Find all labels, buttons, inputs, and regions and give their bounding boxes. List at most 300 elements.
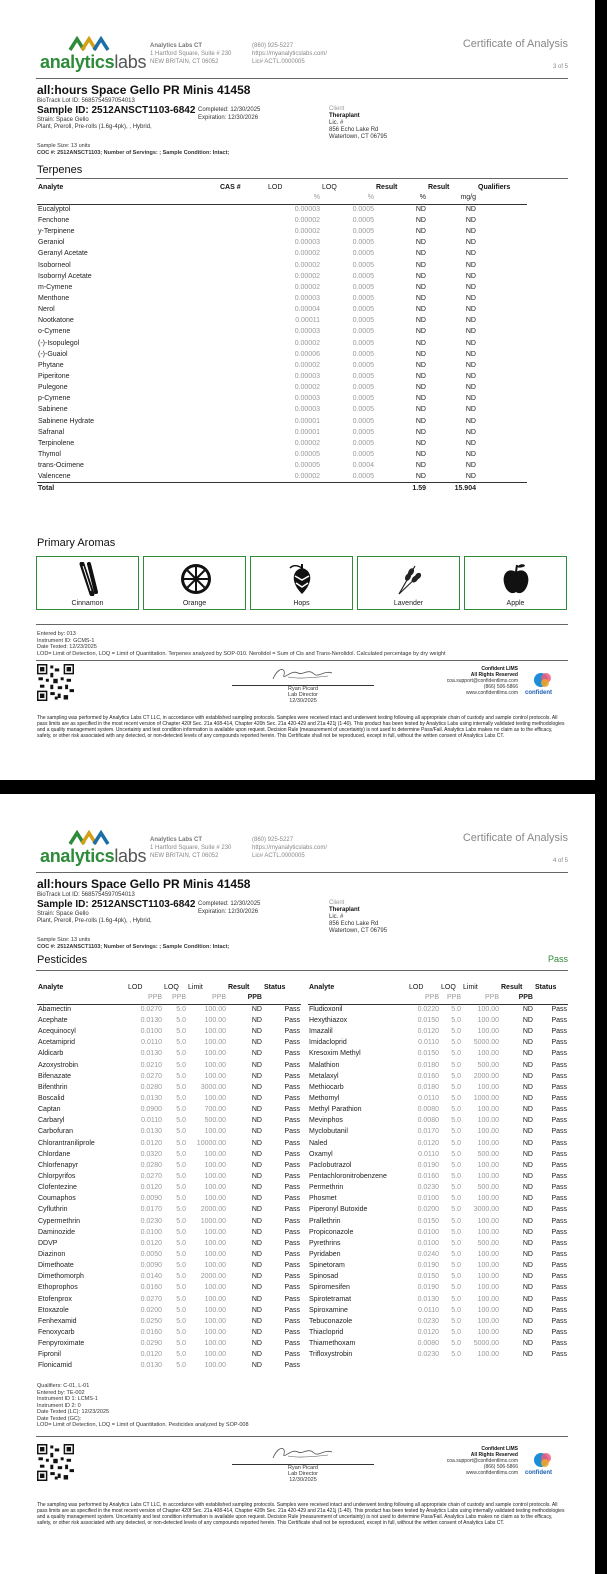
page-header: [0, 794, 595, 864]
limit-cell: 500.00: [477, 1061, 499, 1069]
analyte-cell: Nerol: [38, 306, 55, 314]
table-row: [37, 1339, 301, 1350]
qualifier-cell: [477, 249, 527, 260]
loq-cell: 5.0: [176, 1306, 186, 1314]
unit-cell: PPB: [211, 994, 226, 1002]
analyte-cell: Spiroxamine: [309, 1306, 348, 1314]
analyte-cell: Kresoxim Methyl: [309, 1050, 361, 1058]
cas-cell: [219, 349, 267, 360]
lod-cell: 0.0160: [140, 1284, 162, 1292]
table-row: [37, 227, 527, 238]
lod-cell: 0.0900: [140, 1106, 162, 1114]
lod-cell: 0.0230: [417, 1184, 439, 1192]
qualifier-cell: [477, 271, 527, 282]
confident-logo-icon: [533, 1450, 553, 1470]
lod-cell: 0.0130: [140, 1362, 162, 1370]
limit-cell: 100.00: [477, 1306, 499, 1314]
result-mg-cell: ND: [465, 216, 476, 224]
table-row: [308, 1316, 568, 1327]
lod-cell: 0.0120: [417, 1139, 439, 1147]
table-row: [37, 1316, 301, 1327]
limit-cell: 100.00: [204, 1351, 226, 1359]
table-row: [37, 1305, 301, 1316]
analyte-cell: Acetamiprid: [38, 1039, 75, 1047]
loq-cell: 0.0005: [352, 450, 374, 458]
limit-cell: 5000.00: [473, 1340, 499, 1348]
col-analyte: Analyte: [38, 983, 64, 991]
lab-contact: (860) 925-5227 https://myanalyticslabs.com/ Lic# ACTL.0000005: [252, 837, 328, 859]
result-pct-cell: ND: [415, 417, 426, 425]
analyte-cell: DDVP: [38, 1239, 58, 1247]
header-divider: [36, 872, 568, 873]
lod-cell: 0.0080: [417, 1106, 439, 1114]
analyte-cell: Fenoxycarb: [38, 1328, 75, 1336]
lod-cell: 0.0270: [140, 1072, 162, 1080]
analyte-cell: o-Cymene: [38, 328, 71, 336]
result-cell: ND: [251, 1072, 262, 1080]
result-pct-cell: ND: [415, 317, 426, 325]
result-mg-cell: ND: [465, 361, 476, 369]
limit-cell: 100.00: [477, 1028, 499, 1036]
lod-cell: 0.0110: [418, 1094, 439, 1102]
terpenes-divider: [36, 178, 568, 179]
qr-code-icon[interactable]: [37, 664, 74, 701]
table-row: [37, 1350, 301, 1361]
lod-cell: 0.0130: [140, 1128, 162, 1136]
table-row: [37, 1194, 301, 1205]
status-cell: Pass: [284, 1150, 300, 1158]
pest-units-row: [308, 993, 568, 1004]
aromas-panel: [36, 556, 568, 610]
table-row: [308, 1038, 568, 1049]
limit-cell: 100.00: [477, 1351, 499, 1359]
qualifier-cell: [477, 416, 527, 427]
result-pct-cell: ND: [415, 272, 426, 280]
status-cell: Pass: [284, 1273, 300, 1281]
pesticides-test-info: Qualifiers: C-01, L-01 Entered by: TE-002 Instrument ID 1: LCMS-1 Instrument ID 2: 0 Date Tested (LC): 12/23/2025 Date Tested (GC): LOD= Limit of Detection, LOQ = Limit of Quantitation. Pesticides analyzed by SOP-008: [37, 1383, 249, 1428]
qr-code-icon[interactable]: [37, 1444, 74, 1481]
lod-cell: 0.0180: [417, 1083, 439, 1091]
table-row: [308, 1350, 568, 1361]
aroma-card-apple: [464, 556, 567, 610]
analyte-cell: Etoxazole: [38, 1306, 69, 1314]
lod-cell: 0.0270: [140, 1295, 162, 1303]
status-cell: Pass: [551, 1228, 567, 1236]
col-result-mg: Result: [428, 183, 450, 191]
table-row: [308, 1272, 568, 1283]
analyte-cell: Myclobutanil: [309, 1128, 348, 1136]
table-row: [308, 1238, 568, 1249]
limit-cell: 500.00: [204, 1117, 226, 1125]
limit-cell: 100.00: [477, 1262, 499, 1270]
lod-cell: 0.00011: [295, 317, 320, 325]
status-cell: Pass: [551, 1050, 567, 1058]
result-mg-cell: ND: [465, 395, 476, 403]
result-cell: ND: [522, 1340, 533, 1348]
table-row: [37, 1093, 301, 1104]
status-cell: Pass: [551, 1072, 567, 1080]
analyte-cell: Hexythiazox: [309, 1016, 348, 1024]
col-result: Result: [501, 983, 523, 991]
analyte-cell: (-)-Isopulegol: [38, 339, 80, 347]
limit-cell: 100.00: [477, 1195, 499, 1203]
result-cell: ND: [251, 1306, 262, 1314]
loq-cell: 0.0005: [352, 206, 374, 214]
status-cell: Pass: [284, 1362, 300, 1370]
loq-cell: 5.0: [176, 1295, 186, 1303]
loq-cell: 0.0005: [352, 439, 374, 447]
terpenes-body: [37, 204, 527, 483]
cas-cell: [219, 461, 267, 472]
result-mg-cell: ND: [465, 417, 476, 425]
result-mg-cell: ND: [465, 239, 476, 247]
limit-cell: 500.00: [477, 1239, 499, 1247]
result-pct-cell: ND: [415, 439, 426, 447]
loq-cell: 0.0005: [352, 339, 374, 347]
result-pct-cell: ND: [415, 216, 426, 224]
table-row: [37, 215, 527, 226]
col-limit: Limit: [463, 983, 478, 991]
loq-cell: 5.0: [176, 1273, 186, 1281]
status-cell: Pass: [284, 1039, 300, 1047]
lims-info: Confident LIMS All Rights Reserved coa.support@confidentlims.com (866) 506-5866 www.confidentlims.com: [446, 666, 518, 696]
loq-cell: 5.0: [176, 1161, 186, 1169]
loq-cell: 0.0005: [352, 328, 374, 336]
analyte-cell: Methyl Parathion: [309, 1106, 362, 1114]
result-pct-cell: ND: [415, 406, 426, 414]
cas-cell: [219, 215, 267, 226]
cas-cell: [219, 227, 267, 238]
loq-cell: 5.0: [176, 1150, 186, 1158]
table-row: [308, 1305, 568, 1316]
result-cell: ND: [251, 1273, 262, 1281]
analyte-cell: Safranal: [38, 428, 65, 436]
status-cell: Pass: [284, 1351, 300, 1359]
result-cell: ND: [251, 1228, 262, 1236]
table-row: [308, 1105, 568, 1116]
lod-cell: 0.0120: [140, 1239, 162, 1247]
lod-cell: 0.0110: [418, 1306, 439, 1314]
status-cell: Pass: [551, 1117, 567, 1125]
table-row: [37, 416, 527, 427]
page-number: 4 of 5: [552, 858, 568, 864]
analyte-cell: Dimethoate: [38, 1262, 74, 1270]
unit-cell: [219, 193, 267, 204]
status-cell: Pass: [551, 1139, 567, 1147]
result-cell: ND: [522, 1150, 533, 1158]
limit-cell: 100.00: [477, 1228, 499, 1236]
result-pct-cell: ND: [415, 283, 426, 291]
status-cell: Pass: [284, 1117, 300, 1125]
status-cell: Pass: [284, 1328, 300, 1336]
result-cell: ND: [251, 1150, 262, 1158]
col-lod: LOD: [128, 983, 143, 991]
result-cell: ND: [251, 1351, 262, 1359]
result-cell: ND: [522, 1328, 533, 1336]
status-cell: Pass: [284, 1106, 300, 1114]
lod-cell: 0.00005: [294, 462, 320, 470]
cas-cell: [219, 416, 267, 427]
analyte-cell: Methomyl: [309, 1094, 340, 1102]
qualifier-cell: [477, 204, 527, 215]
table-row: [308, 1249, 568, 1260]
status-cell: Pass: [284, 1195, 300, 1203]
lod-cell: 0.0130: [140, 1094, 162, 1102]
unit-cell: PPB: [424, 994, 439, 1002]
sample-id: Sample ID: 2512ANSCT1103-6842: [37, 899, 196, 910]
loq-cell: 5.0: [451, 1328, 461, 1336]
qualifier-cell: [477, 349, 527, 360]
pesticides-title: Pesticides: [37, 954, 88, 966]
analyte-cell: Menthone: [38, 294, 70, 302]
lod-cell: 0.00004: [294, 306, 320, 314]
header-divider: [36, 78, 568, 79]
status-cell: Pass: [284, 1083, 300, 1091]
loq-cell: 0.0005: [352, 317, 374, 325]
result-mg-cell: ND: [465, 372, 476, 380]
result-cell: ND: [251, 1362, 262, 1370]
table-row: [308, 1093, 568, 1104]
qualifier-cell: [477, 371, 527, 382]
product-title: all:hours Space Gello PR Minis 41458: [37, 877, 251, 891]
analyte-cell: (-)-Guaiol: [38, 350, 68, 358]
result-pct-cell: ND: [415, 395, 426, 403]
lod-cell: 0.0160: [417, 1172, 439, 1180]
loq-cell: 5.0: [451, 1250, 461, 1258]
unit-cell: [263, 993, 301, 1004]
table-row: [37, 1004, 301, 1015]
loq-cell: 5.0: [451, 1139, 461, 1147]
biotrack-id: BioTrack Lot ID: 5685754597054013: [37, 892, 135, 898]
analyte-cell: Daminozide: [38, 1228, 75, 1236]
lod-cell: 0.00002: [294, 261, 320, 269]
qualifier-cell: [477, 405, 527, 416]
result-mg-cell: ND: [465, 406, 476, 414]
cas-cell: [219, 371, 267, 382]
result-cell: ND: [522, 1050, 533, 1058]
loq-cell: 5.0: [176, 1328, 186, 1336]
loq-cell: 5.0: [176, 1195, 186, 1203]
col-analyte: Analyte: [309, 983, 335, 991]
loq-cell: 0.0005: [352, 428, 374, 436]
table-row: [308, 1082, 568, 1093]
analyte-cell: Fludioxonil: [309, 1006, 343, 1014]
lod-cell: 0.0120: [140, 1139, 162, 1147]
analyte-cell: Chlordane: [38, 1150, 71, 1158]
cas-cell: [219, 249, 267, 260]
loq-cell: 5.0: [176, 1250, 186, 1258]
qualifier-cell: [477, 238, 527, 249]
loq-cell: 5.0: [451, 1317, 461, 1325]
result-cell: ND: [251, 1028, 262, 1036]
loq-cell: 5.0: [451, 1106, 461, 1114]
result-mg-cell: ND: [465, 328, 476, 336]
analyte-cell: Chlorfenapyr: [38, 1161, 79, 1169]
result-cell: ND: [522, 1016, 533, 1024]
lod-cell: 0.0190: [417, 1262, 439, 1270]
unit-cell: %: [313, 194, 320, 202]
result-pct-cell: ND: [415, 384, 426, 392]
pesticides-table-right: [308, 982, 568, 1361]
analyte-cell: Tebuconazole: [309, 1317, 353, 1325]
analyte-cell: Carbofuran: [38, 1128, 74, 1136]
coa-page-3: [0, 0, 595, 780]
result-pct-cell: ND: [415, 361, 426, 369]
analyte-cell: Nootkatone: [38, 317, 74, 325]
table-row: [37, 271, 527, 282]
table-row: [37, 1227, 301, 1238]
analyte-cell: Clofentezine: [38, 1184, 77, 1192]
status-cell: Pass: [551, 1328, 567, 1336]
status-cell: Pass: [284, 1016, 300, 1024]
lod-cell: 0.0170: [140, 1206, 162, 1214]
loq-cell: 0.0005: [352, 384, 374, 392]
page-number: 3 of 5: [552, 64, 568, 70]
analyte-cell: Fenpyroximate: [38, 1340, 85, 1348]
table-row: [37, 1238, 301, 1249]
result-cell: ND: [522, 1295, 533, 1303]
table-row: [37, 204, 527, 215]
status-cell: Pass: [551, 1150, 567, 1158]
analyte-cell: Chlorantraniliprole: [38, 1139, 95, 1147]
table-row: [308, 1283, 568, 1294]
col-qualifiers: Qualifiers: [478, 183, 511, 191]
table-row: [308, 1138, 568, 1149]
result-cell: ND: [522, 1117, 533, 1125]
analyte-cell: Thymol: [38, 450, 61, 458]
cas-cell: [219, 305, 267, 316]
result-cell: ND: [522, 1172, 533, 1180]
lod-cell: 0.0180: [417, 1061, 439, 1069]
result-cell: ND: [251, 1328, 262, 1336]
result-cell: ND: [251, 1039, 262, 1047]
signed-date: 12/30/2025: [289, 1477, 317, 1483]
analyte-cell: Methiocarb: [309, 1083, 344, 1091]
strain-info: Strain: Space Gello Plant, Preroll, Pre-rolls (1.6g-4pk), , Hybrid,: [37, 911, 152, 924]
table-row: [37, 383, 527, 394]
disclaimer-text: The sampling was performed by Analytics Labs CT LLC, in accordance with established sampling protocols. Samples were received intact and underwent testing following all appropriate chain of custody and sample control protocols. All pass limits are as specified in the most recent version of Chapter 420f Sec. 21a 408-414, Chapter 420h Sec. 21a 420-429 and 21a 421j (1-40). This product has been tested by Analytics Labs using internally validated testing methodologies and a quality management system. Uncertainty and test condition information is available upon request. Decision Rule (measurement of uncertainty) is not used to determine Pass/Fail. Analytics Labs makes no claim as to the efficacy, safety, or other risk associated with any detected, or non-detected levels of any compounds reported herein. This Certificate shall not be reproduced, except in full, without the written consent of Analytics Labs CT.: [37, 1502, 565, 1526]
cas-cell: [219, 472, 267, 483]
footer-divider: [36, 1436, 568, 1437]
cas-cell: [219, 360, 267, 371]
limit-cell: 100.00: [204, 1239, 226, 1247]
status-cell: Pass: [551, 1106, 567, 1114]
table-row: [308, 1294, 568, 1305]
status-cell: Pass: [284, 1217, 300, 1225]
result-cell: ND: [522, 1250, 533, 1258]
loq-cell: 5.0: [451, 1195, 461, 1203]
signature-icon: [268, 665, 338, 683]
result-cell: ND: [522, 1083, 533, 1091]
result-cell: ND: [251, 1206, 262, 1214]
lims-info: Confident LIMS All Rights Reserved coa.support@confidentlims.com (866) 506-5866 www.confidentlims.com: [446, 1446, 518, 1476]
result-cell: ND: [251, 1139, 262, 1147]
status-cell: Pass: [284, 1228, 300, 1236]
result-cell: ND: [522, 1028, 533, 1036]
lod-cell: 0.00002: [294, 384, 320, 392]
result-cell: ND: [251, 1195, 262, 1203]
analyte-cell: Azoxystrobin: [38, 1061, 79, 1069]
lod-cell: 0.0120: [417, 1328, 439, 1336]
table-row: [308, 1004, 568, 1015]
analyte-cell: Cypermethrin: [38, 1217, 81, 1225]
sample-size: Sample Size: 13 units COC #: 2512ANSCT1103; Number of Servings: ; Sample Condition: Intact;: [37, 937, 230, 950]
status-cell: Pass: [551, 1061, 567, 1069]
result-mg-cell: ND: [465, 428, 476, 436]
result-mg-cell: ND: [465, 206, 476, 214]
table-row: [37, 461, 527, 472]
table-row: [37, 1138, 301, 1149]
pesticides-status-badge: Pass: [547, 954, 568, 964]
loq-cell: 5.0: [176, 1039, 186, 1047]
result-pct-cell: ND: [415, 294, 426, 302]
confident-logo-icon: [533, 670, 553, 690]
result-mg-cell: ND: [465, 462, 476, 470]
loq-cell: 0.0005: [352, 306, 374, 314]
lod-cell: 0.0220: [417, 1006, 439, 1014]
analyte-cell: Bifenazate: [38, 1072, 72, 1080]
loq-cell: 5.0: [451, 1206, 461, 1214]
table-row: [37, 293, 527, 304]
analyte-cell: p-Cymene: [38, 395, 71, 403]
qualifier-cell: [477, 316, 527, 327]
table-row: [308, 1015, 568, 1026]
table-row: [37, 1027, 301, 1038]
client-info: Client Theraplant Lic. # 856 Echo Lake Rd Watertown, CT 06795: [329, 900, 388, 934]
limit-cell: 100.00: [204, 1050, 226, 1058]
unit-cell: [308, 993, 408, 1004]
limit-cell: 100.00: [204, 1284, 226, 1292]
lod-cell: 0.0240: [417, 1250, 439, 1258]
result-pct-cell: ND: [415, 261, 426, 269]
analyte-cell: Prallethrin: [309, 1217, 341, 1225]
unit-cell: PPB: [484, 994, 499, 1002]
lod-cell: 0.00006: [294, 350, 320, 358]
status-cell: Pass: [551, 1016, 567, 1024]
doc-title: Certificate of Analysis: [462, 38, 568, 50]
product-title: all:hours Space Gello PR Minis 41458: [37, 83, 251, 97]
cas-cell: [219, 282, 267, 293]
loq-cell: 0.0004: [352, 462, 374, 470]
table-row: [308, 1339, 568, 1350]
lavender-icon: [393, 562, 425, 596]
col-result: Result: [228, 983, 250, 991]
analyte-cell: Etofenprox: [38, 1295, 72, 1303]
result-cell: ND: [251, 1050, 262, 1058]
loq-cell: 5.0: [451, 1295, 461, 1303]
analyte-cell: Dimethomorph: [38, 1273, 84, 1281]
analyte-cell: Geraniol: [38, 239, 65, 247]
limit-cell: 100.00: [477, 1217, 499, 1225]
status-cell: Pass: [284, 1050, 300, 1058]
lod-cell: 0.00002: [294, 228, 320, 236]
pest-header-row: [308, 982, 568, 993]
analyte-cell: Spinetoram: [309, 1262, 345, 1270]
table-row: [308, 1160, 568, 1171]
loq-cell: 5.0: [176, 1239, 186, 1247]
status-cell: Pass: [284, 1340, 300, 1348]
result-mg-cell: ND: [465, 272, 476, 280]
result-cell: ND: [522, 1217, 533, 1225]
table-row: [37, 1205, 301, 1216]
loq-cell: 5.0: [176, 1284, 186, 1292]
loq-cell: 5.0: [451, 1050, 461, 1058]
analyte-cell: Piperitone: [38, 372, 70, 380]
limit-cell: 100.00: [477, 1161, 499, 1169]
strain-info: Strain: Space Gello Plant, Preroll, Pre-rolls (1.6g-4pk), , Hybrid,: [37, 117, 152, 130]
lod-cell: 0.0110: [418, 1039, 439, 1047]
pest-units-row: [37, 993, 301, 1004]
